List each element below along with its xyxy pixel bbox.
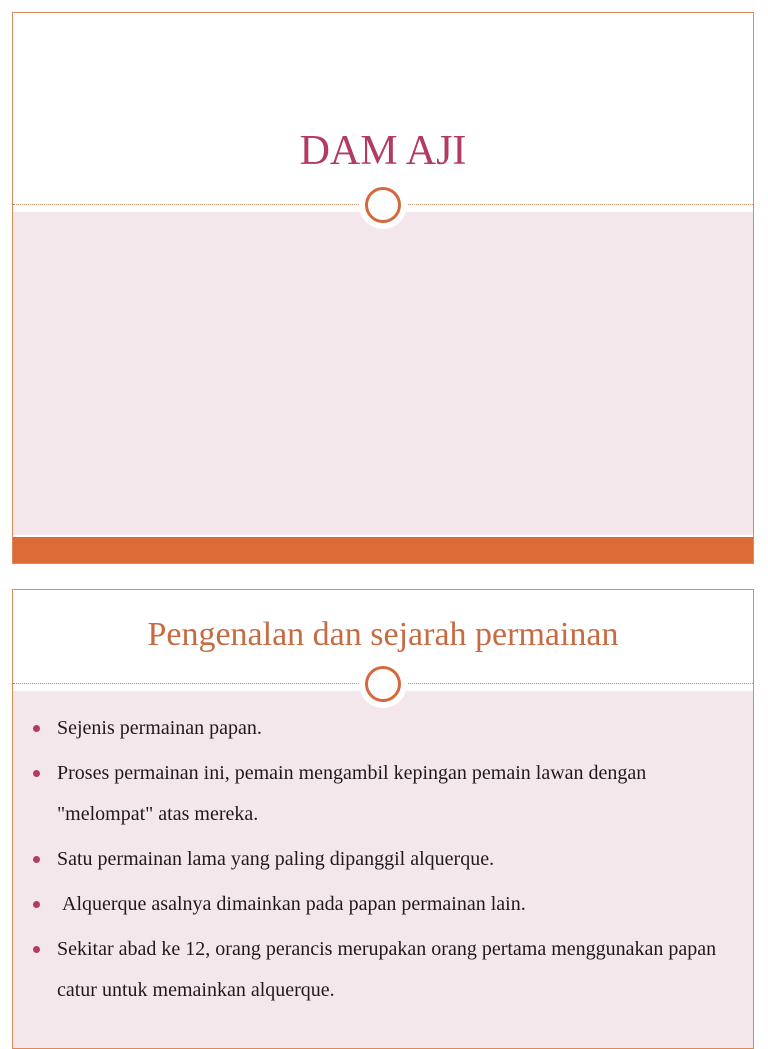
bullet-dot-icon [33, 901, 40, 908]
bullet-text: Sekitar abad ke 12, orang perancis merupakan orang pertama menggunakan papan catur untuk memainkan alquerque. [57, 938, 717, 1001]
bullet-item [33, 839, 733, 880]
content-slide [12, 589, 754, 1049]
bullet-dot-icon [33, 770, 40, 777]
title-area [13, 13, 753, 206]
bullet-item [33, 929, 733, 1011]
bullet-dot-icon [33, 856, 40, 863]
slide-title: DAM AJI [299, 128, 467, 174]
title-slide [12, 12, 754, 564]
bullet-text: Sejenis permainan papan. [57, 717, 262, 739]
accent-band [13, 537, 753, 563]
ornament-ring [365, 187, 401, 223]
circle-ornament-icon [359, 660, 407, 708]
bullet-text: Proses permainan ini, pemain mengambil kepingan pemain lawan dengan "melompat" atas mereka. [57, 762, 647, 825]
circle-ornament-icon [359, 181, 407, 229]
bullet-item [33, 753, 733, 835]
ornament-ring [365, 666, 401, 702]
bullet-item [33, 884, 733, 925]
section-title: Pengenalan dan sejarah permainan [147, 616, 619, 653]
bullet-list [33, 708, 733, 1015]
bullet-item [33, 708, 733, 749]
bullet-dot-icon [33, 946, 40, 953]
bullet-text: Alquerque asalnya dimainkan pada papan permainan lain. [57, 893, 526, 915]
content-area [13, 212, 753, 535]
bullet-dot-icon [33, 725, 40, 732]
bullet-text: Satu permainan lama yang paling dipanggil alquerque. [57, 848, 495, 870]
